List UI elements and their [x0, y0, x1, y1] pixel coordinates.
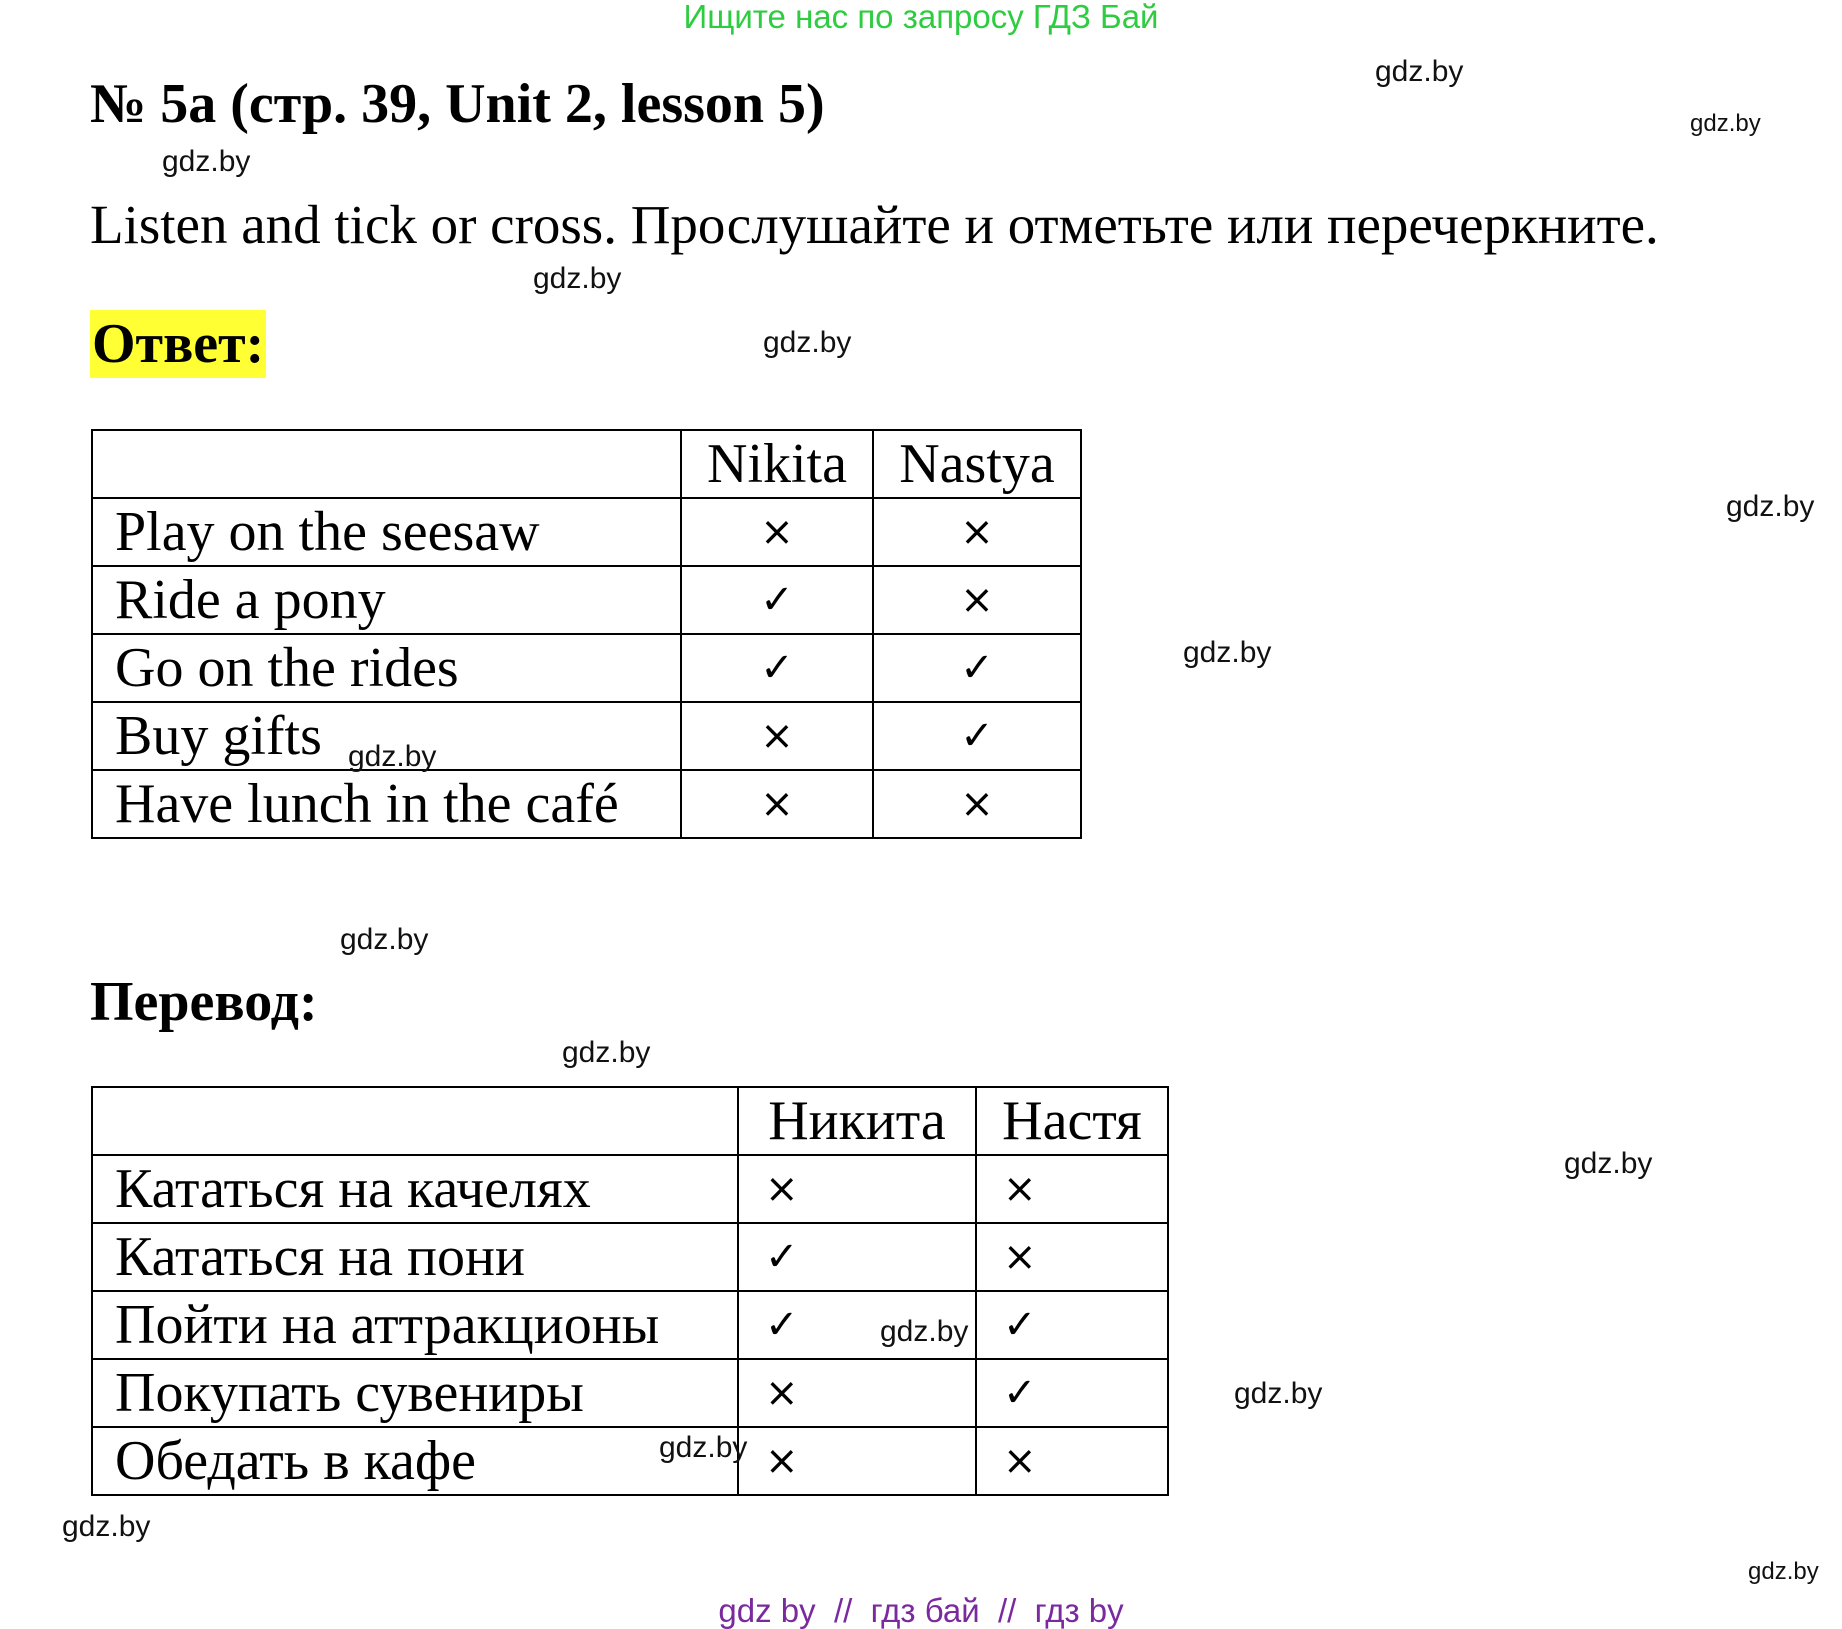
search-banner: Ищите нас по запросу ГДЗ Бай [683, 0, 1159, 35]
watermark: gdz.by [62, 1510, 151, 1543]
header-nastya: Настя [976, 1087, 1168, 1155]
watermark: gdz.by [880, 1315, 969, 1348]
header-nikita: Nikita [681, 430, 873, 498]
activity-cell: Play on the seesaw [92, 498, 681, 566]
mark-cell-nikita: × [681, 770, 873, 838]
activity-cell: Go on the rides [92, 634, 681, 702]
site-footer: gdz by // гдз бай // гдз by [718, 1592, 1124, 1629]
mark-cell-nastya: ✓ [976, 1359, 1168, 1427]
mark-cell-nastya: × [873, 770, 1081, 838]
header-empty-cell [92, 1087, 738, 1155]
watermark: gdz.by [1234, 1377, 1323, 1410]
table-header-row [92, 430, 1081, 498]
table-row [92, 1427, 1168, 1495]
watermark: gdz.by [562, 1036, 651, 1069]
mark-cell-nikita: × [738, 1427, 976, 1495]
table-row [92, 1155, 1168, 1223]
watermark: gdz.by [1375, 55, 1464, 88]
table-row [92, 1223, 1168, 1291]
watermark: gdz.by [1183, 636, 1272, 669]
mark-cell-nikita: ✓ [681, 566, 873, 634]
activity-cell: Have lunch in the café [92, 770, 681, 838]
answer-label: Ответ: [90, 310, 266, 378]
task-title: № 5a (стр. 39, Unit 2, lesson 5) [90, 73, 825, 135]
mark-cell-nikita: ✓ [738, 1291, 976, 1359]
header-nikita: Никита [738, 1087, 976, 1155]
header-nastya: Nastya [873, 430, 1081, 498]
mark-cell-nastya: ✓ [873, 634, 1081, 702]
mark-cell-nastya: × [873, 498, 1081, 566]
mark-cell-nikita: × [681, 702, 873, 770]
activity-cell: Пойти на аттракционы [92, 1291, 738, 1359]
table-row [92, 1291, 1168, 1359]
mark-cell-nastya: ✓ [976, 1291, 1168, 1359]
mark-cell-nikita: × [681, 498, 873, 566]
table-row [92, 634, 1081, 702]
activity-cell: Кататься на пони [92, 1223, 738, 1291]
activity-cell: Обедать в кафе [92, 1427, 738, 1495]
table-row [92, 702, 1081, 770]
mark-cell-nikita: ✓ [738, 1223, 976, 1291]
mark-cell-nastya: × [873, 566, 1081, 634]
activity-cell: Ride a pony [92, 566, 681, 634]
activity-cell: Кататься на качелях [92, 1155, 738, 1223]
watermark: gdz.by [1564, 1147, 1653, 1180]
mark-cell-nikita: ✓ [681, 634, 873, 702]
watermark: gdz.by [763, 326, 852, 359]
watermark: gdz.by [348, 740, 437, 773]
table-header-row [92, 1087, 1168, 1155]
watermark: gdz.by [1690, 110, 1761, 137]
watermark: gdz.by [533, 262, 622, 295]
activity-cell: Buy gifts [92, 702, 681, 770]
table-row [92, 498, 1081, 566]
watermark: gdz.by [340, 923, 429, 956]
mark-cell-nastya: ✓ [873, 702, 1081, 770]
mark-cell-nastya: × [976, 1155, 1168, 1223]
translation-table [91, 1086, 1169, 1496]
activity-cell: Покупать сувениры [92, 1359, 738, 1427]
mark-cell-nastya: × [976, 1427, 1168, 1495]
mark-cell-nastya: × [976, 1223, 1168, 1291]
table-row [92, 770, 1081, 838]
table-row [92, 566, 1081, 634]
translation-label: Перевод: [90, 971, 318, 1033]
header-empty-cell [92, 430, 681, 498]
watermark: gdz.by [659, 1431, 748, 1464]
watermark: gdz.by [162, 145, 251, 178]
mark-cell-nikita: × [738, 1359, 976, 1427]
watermark: gdz.by [1726, 490, 1815, 523]
task-instruction: Listen and tick or cross. Прослушайте и отметьте или перечеркните. [90, 194, 1659, 255]
mark-cell-nikita: × [738, 1155, 976, 1223]
table-row [92, 1359, 1168, 1427]
watermark: gdz.by [1748, 1558, 1819, 1585]
answer-table [91, 429, 1082, 839]
